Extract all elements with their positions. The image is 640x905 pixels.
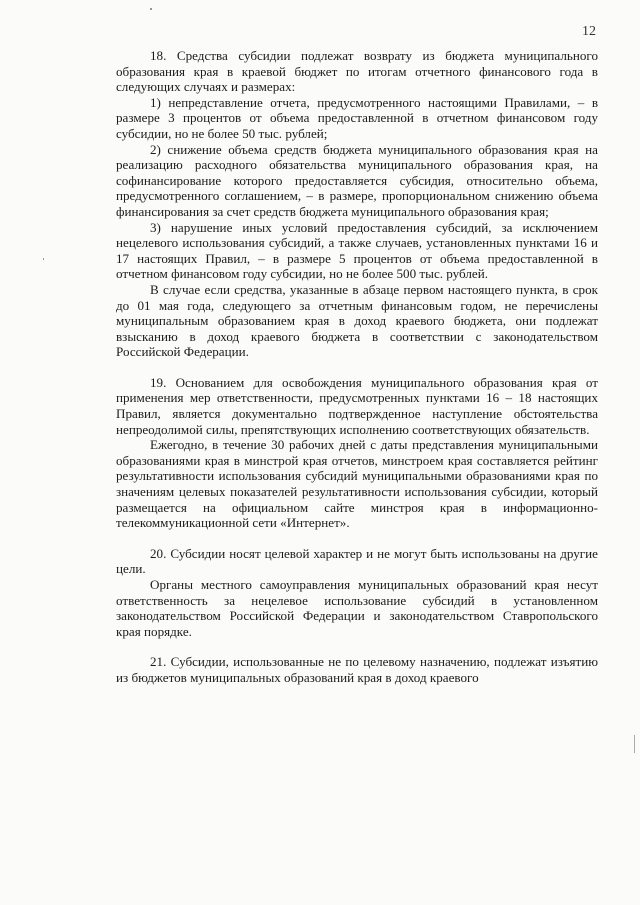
paragraph-19-rating: Ежегодно, в течение 30 рабочих дней с даты представления муниципальными образованиями края в минстрой края отчетов, минстроем края составляется рейтинг результативности использования субсидий муниципальными образованиями края по значениям целевых показателей результативности использования субсидии, который размещается на официальном сайте минстроя края в информационно-телекоммуникационной сети «Интернет». [116, 437, 598, 531]
paragraph-18-item-1: 1) непредставление отчета, предусмотренного настоящими Правилами, – в размере 3 процентов от объема предоставленной в отчетном финансовом году субсидии, но не более 50 тыс. рублей; [116, 94, 598, 141]
paragraph-18-intro: 18. Средства субсидии подлежат возврату из бюджета муниципального образования края в краевой бюджет по итогам отчетного финансового года в следующих случаях и размерах: [116, 48, 598, 95]
paragraph-18-item-2: 2) снижение объема средств бюджета муниципального образования края на реализацию расходного обязательства муниципального образования края, на софинансирование которого предоставляется субсидия, относительно объема, предусмотренного соглашением, – в размере, пропорциональном снижению объема финансирования за счет средств бюджета муниципального образования края; [116, 141, 598, 219]
scan-speck [150, 8, 152, 10]
document-body [116, 48, 598, 686]
paragraph-19: 19. Основанием для освобождения муниципального образования края от применения мер ответственности, предусмотренных пунктами 16 – 18 настоящих Правил, является документально подтвержденное наступление обстоятельства непреодолимой силы, препятствующих исполнению соответствующих обязательств. [116, 374, 598, 437]
scan-speck [43, 258, 44, 260]
paragraph-20: 20. Субсидии носят целевой характер и не могут быть использованы на другие цели. [116, 545, 598, 577]
paragraph-18-recovery: В случае если средства, указанные в абзаце первом настоящего пункта, в срок до 01 мая года, следующего за отчетным финансовым годом, не перечислены муниципальным образованием края в доход краевого бюджета, они подлежат взысканию в доход краевого бюджета в соответствии с законодательством Российской Федерации. [116, 281, 598, 360]
paragraph-21: 21. Субсидии, использованные не по целевому назначению, подлежат изъятию из бюджетов муниципальных образований края в доход краевого [116, 654, 598, 685]
paragraph-20-responsibility: Органы местного самоуправления муниципальных образований края несут ответственность за нецелевое использование субсидий в установленном законодательством Российской Федерации и законодательством Ставропольского края порядке. [116, 577, 598, 639]
paragraph-18-item-3: 3) нарушение иных условий предоставления субсидий, за исключением нецелевого использования субсидий, а также случаев, установленных пунктами 16 и 17 настоящих Правил, – в размере 5 процентов от объема предоставленной в отчетном финансовом году субсидии, но не более 500 тыс. рублей. [116, 219, 598, 282]
scan-speck [634, 735, 635, 753]
page-number: 12 [582, 24, 596, 39]
